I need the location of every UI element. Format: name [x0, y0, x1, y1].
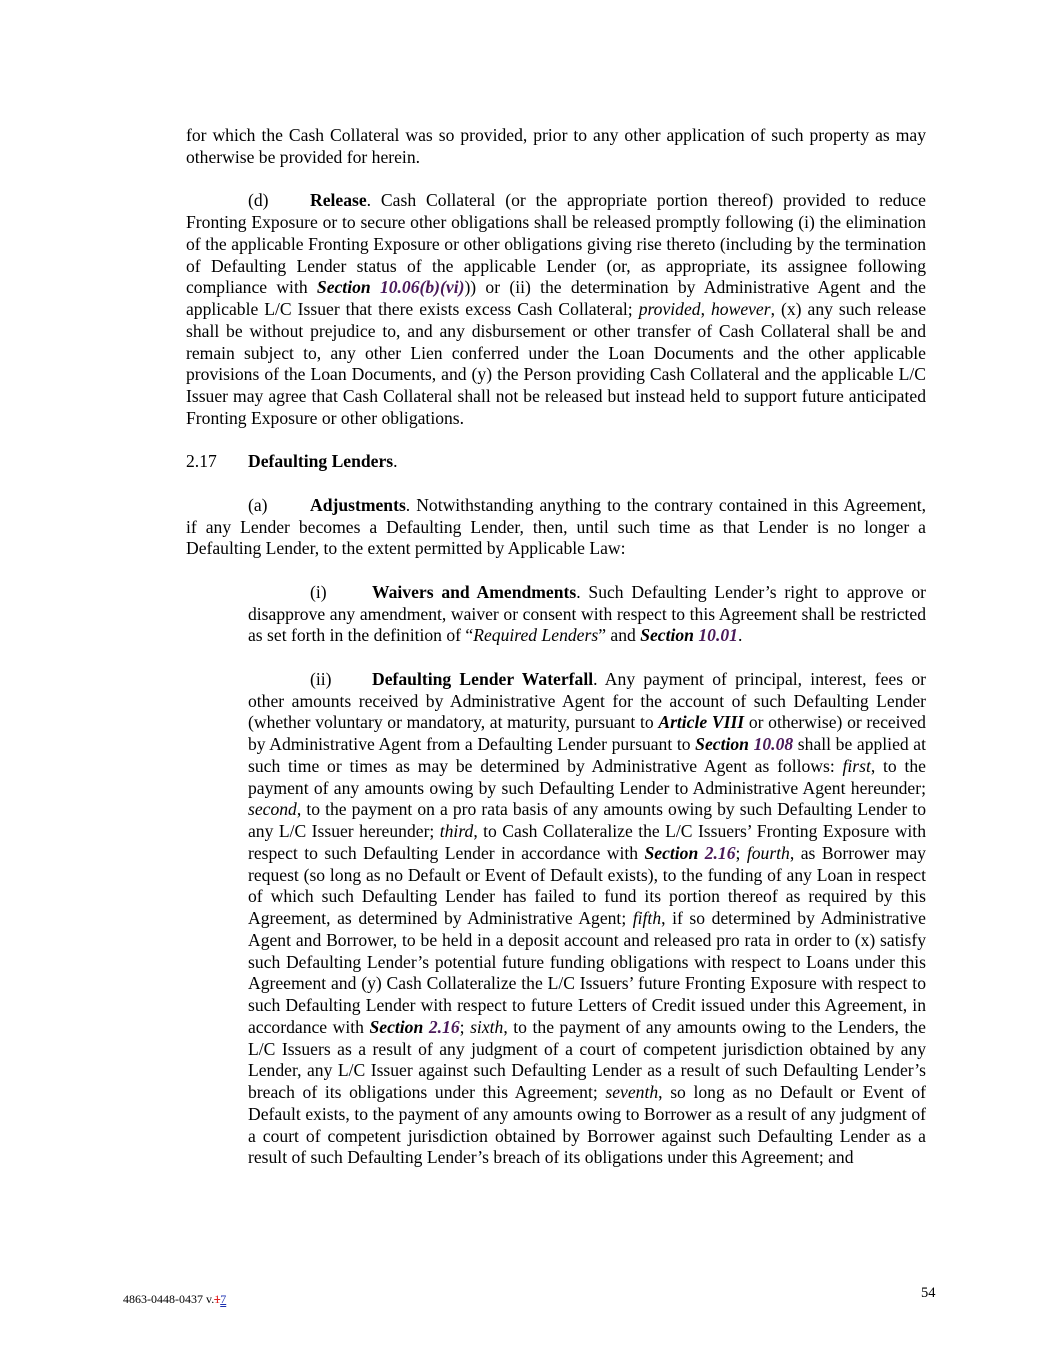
paragraph-spacer [186, 473, 926, 495]
defined-term: Required Lenders [473, 625, 599, 646]
section-i-text-1: . Such Defaulting Lender’s right to approve or disapprove any amendment, waiver or consent with respect to this Agreement shall be restricted as set forth in the definition of “ [248, 581, 926, 646]
section-ii-text: , as Borrower may request (so long as no Default or Event of Default exists), to the funding of any Loan in respect of which such Defaulting Lender has failed to fund its portion thereof as required by this Agreement, as determined by Administrative Agent; [248, 842, 926, 928]
continuation-text: for which the Cash Collateral was so provided, prior to any other application of such property as may otherwise be provided for herein. [186, 125, 926, 167]
paragraph-spacer [186, 560, 926, 582]
section-d-text-3: , (x) any such release shall be without prejudice to, and any disbursement or other transfer of Cash Collateral shall be and remain subject to, any other Lien conferred under the Loan Documents and the other applicable provisions of the Loan Documents, and (y) the Person providing Cash Collateral and the applicable L/C Issuer may agree that Cash Collateral shall not be released but instead held to support future anticipated Fronting Exposure or other obligations. [186, 299, 926, 428]
provided-term: provided [638, 299, 701, 319]
section-a-label: (a) [248, 494, 268, 515]
section-ii-text: shall be applied at such time or times as may be determined by Administrative Agent as follows: [248, 734, 926, 776]
section-d-title: Release [310, 190, 367, 211]
section-d-label: (d) [248, 190, 269, 211]
section-a-text: . Notwithstanding anything to the contrary contained in this Agreement, if any Lender becomes a Defaulting Lender, then, until such time as that Lender is no longer a Defaulting Lender, to the extent permitted by Applicable Law: [186, 494, 926, 559]
section-ii-text: , if so determined by Administrative Agent and Borrower, to be held in a deposit account and released pro rata in order to (x) satisfy such Defaulting Lender’s potential future funding obligations with respect to Loans under this Agreement and (y) Cash Collateralize the L/C Issuers’ future Fronting Exposure with respect to such Defaulting Lender with respect to future Letters of Credit issued under this Agreement, in accordance with [248, 908, 926, 1037]
section-reference-link[interactable]: 10.01 [698, 625, 738, 646]
section-ii-text: , to the payment of any amounts owing by such Defaulting Lender to Administrative Agent hereunder; [248, 755, 926, 798]
priority-term: sixth [470, 1016, 504, 1037]
section-ii-text: , to the payment of any amounts owing to the Lenders, the L/C Issuers as a result of any judgment of a court of competent jurisdiction obtained by any Lender, any L/C Issuer against such Defaulting Lender as a result of such Defaulting Lender’s breach of its obligations under this Agreement; [248, 1016, 926, 1102]
section-reference-word: Section [695, 734, 749, 754]
punctuation: ; [735, 842, 747, 863]
punctuation: , [700, 299, 711, 319]
paragraph-spacer [186, 430, 926, 452]
document-id-footer [123, 1292, 226, 1307]
section-d-text-1: . Cash Collateral (or the appropriate portion thereof) provided to reduce Fronting Exposure or to secure other obligations shall be released promptly following (i) the elimination of the applicable Fronting Exposure or other obligations giving rise thereto (including by the termination of Defaulting Lender status of the applicable Lender (or, as appropriate, its assignee following compliance with [186, 190, 926, 298]
section-ii-label: (ii) [310, 668, 332, 689]
document-page [186, 125, 926, 1169]
page-number: 54 [921, 1285, 936, 1301]
section-ii-paragraph [248, 669, 926, 1169]
section-ii-text: , to Cash Collateralize the L/C Issuers’ Fronting Exposure with respect to such Defaulting Lender in accordance with [248, 821, 926, 863]
document-id: 4863-0448-0437 v. [123, 1292, 215, 1306]
punctuation: . [737, 625, 743, 646]
section-ii-text: . Any payment of principal, interest, fees or other amounts received by Administrative Agent for the account of such Defaulting Lender (whether voluntary or mandatory, at maturity, pursuant to [248, 668, 926, 733]
section-reference-word: Section [640, 625, 694, 646]
section-heading-2-17 [186, 451, 926, 473]
priority-term: seventh [605, 1082, 659, 1102]
section-ii-text: , to the payment on a pro rata basis of any amounts owing by such Defaulting Lender to any L/C Issuer hereunder; [248, 799, 926, 841]
article-reference: Article VIII [658, 712, 745, 733]
section-ii-text: , so long as no Default or Event of Default exists, to the payment of any amounts owing to Borrower as a result of any judgment of a court of competent jurisdiction obtained by Borrower against such Defaulting Lender as a result of such Defaulting Lender’s breach of its obligations under this Agreement; and [248, 1082, 926, 1168]
punctuation: . [393, 451, 398, 472]
section-reference-link[interactable]: 2.16 [428, 1016, 460, 1037]
section-ii-title: Defaulting Lender Waterfall [372, 668, 594, 689]
version-inserted: 7 [220, 1292, 227, 1306]
priority-term: third [439, 821, 474, 841]
section-reference-word: Section [369, 1016, 424, 1037]
priority-term: fifth [632, 908, 662, 928]
priority-term: first [842, 755, 871, 776]
section-reference-link[interactable]: 10.08 [753, 734, 794, 754]
version-deleted: 1 [214, 1292, 221, 1306]
section-title: Defaulting Lenders [248, 451, 394, 472]
section-reference-word: Section [644, 842, 699, 863]
section-reference-link[interactable]: 10.06(b)(vi) [379, 277, 465, 298]
continuation-paragraph [186, 125, 926, 169]
section-reference-word: Section [316, 277, 371, 298]
section-i-label: (i) [310, 581, 327, 602]
section-i-text-2: ” and [598, 625, 641, 646]
paragraph-spacer [186, 647, 926, 669]
section-ii-text: or otherwise) or received by Administrative Agent from a Defaulting Lender pursuant to [248, 712, 926, 754]
section-i-title: Waivers and Amendments [372, 581, 577, 602]
section-d-paragraph [186, 190, 926, 429]
priority-term: second [248, 799, 297, 820]
section-i-paragraph [248, 582, 926, 647]
punctuation: ; [459, 1016, 471, 1037]
section-reference-link[interactable]: 2.16 [704, 842, 736, 863]
paragraph-spacer [186, 169, 926, 191]
section-a-title: Adjustments [310, 494, 406, 515]
section-number: 2.17 [186, 451, 217, 472]
priority-term: fourth [746, 842, 790, 863]
section-d-text-2: )) or (ii) the determination by Administrative Agent and the applicable L/C Issuer that there exists excess Cash Collateral; [186, 277, 926, 319]
however-term: however [710, 299, 771, 319]
section-a-paragraph [186, 495, 926, 560]
